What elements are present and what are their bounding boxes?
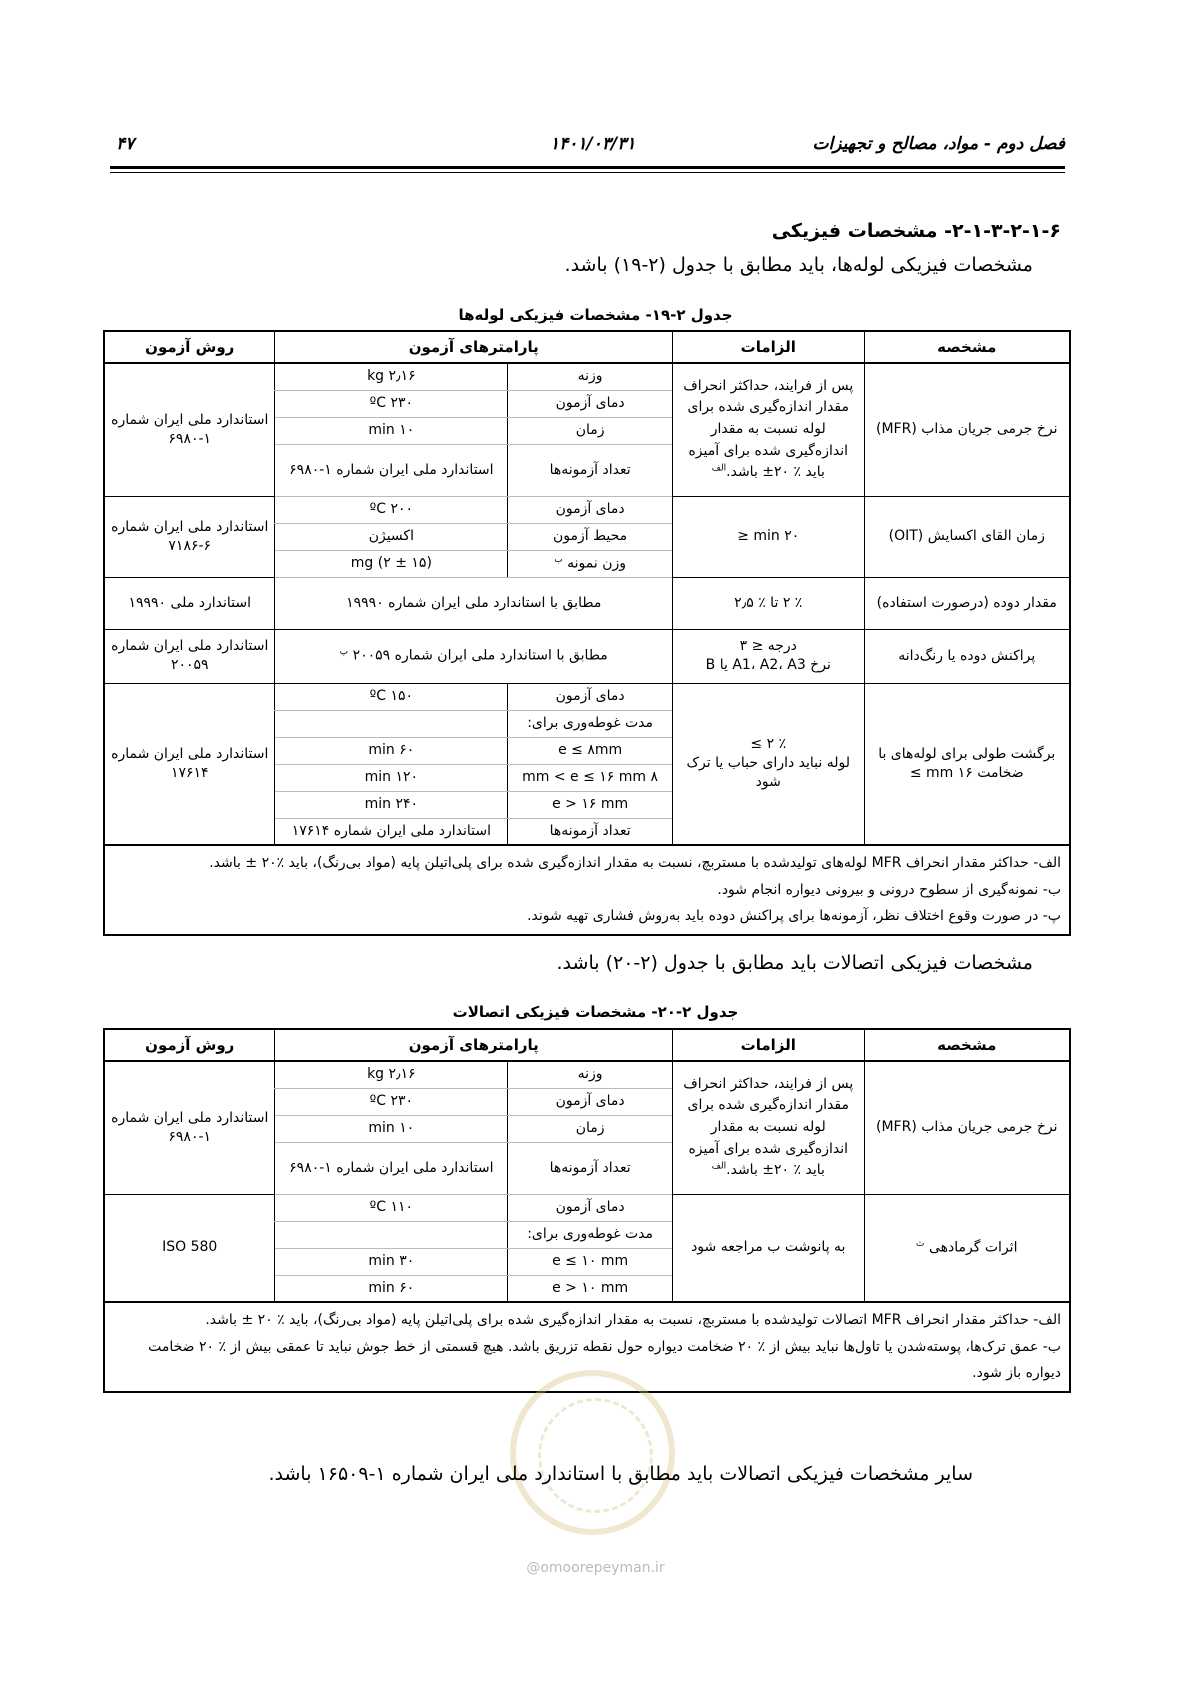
table19 (103, 330, 1071, 936)
carbon-params: مطابق با استاندارد ملی ایران شماره ۱۹۹۹۰ (275, 577, 673, 629)
mfr-requirement: پس از فرایند، حداکثر انحراف مقدار اندازه‌گیری شده برای لوله نسبت به مقدار اندازه‌گیری شده برای آمیزه باید ٪ ۲۰± باشد.$^{الف}$ (672, 363, 864, 496)
table-row (104, 1061, 1070, 1088)
footnote: الف- حداکثر مقدار انحراف MFR اتصالات تولیدشده با مستربچ، نسبت به مقدار اندازه‌گیری شده برای پلی‌اتیلن پایه (مواد بی‌رنگ)، باید ٪ ۲۰ ± باشد. (205, 1312, 1061, 1328)
param-value: استاندارد ملی ایران شماره ۱۷۶۱۴ (275, 818, 508, 845)
footnote: ب- نمونه‌گیری از سطوح درونی و بیرونی دیواره انجام شود. (717, 881, 1061, 898)
col-property: مشخصه (864, 1029, 1070, 1061)
param-value: ۲۴۰ min (275, 791, 508, 818)
param-name: دمای آزمون (508, 1194, 673, 1221)
param-value: ۲۳۰ ºC (275, 390, 508, 417)
carbon-requirement: ٪ ۲ تا ٪ ۲٫۵ (672, 577, 864, 629)
param-value: ۲٫۱۶ kg (275, 363, 508, 390)
table-row (104, 683, 1070, 710)
param-name: تعداد آزمونه‌ها (508, 444, 673, 496)
param-value: ۶۰ min (275, 1275, 508, 1302)
table-row (104, 496, 1070, 523)
param-name: مدت غوطه‌وری برای: (508, 710, 673, 737)
table-row (104, 1194, 1070, 1221)
mfr-requirement: پس از فرایند، حداکثر انحراف مقدار اندازه‌گیری شده برای لوله نسبت به مقدار اندازه‌گیری شده برای آمیزه باید ٪ ۲۰± باشد.$^{الف}$ (672, 1061, 864, 1194)
page-number: ۴۷ (116, 134, 135, 154)
reversion-method: استاندارد ملی ایران شماره ۱۷۶۱۴ (104, 683, 275, 845)
param-value: ۱۰ min (275, 417, 508, 444)
col-property: مشخصه (864, 331, 1070, 363)
param-name: دمای آزمون (508, 496, 673, 523)
heat-property: اثرات گرمادهی $^ث$ (864, 1194, 1070, 1302)
mfr-method: استاندارد ملی ایران شماره ۱-۶۹۸۰ (104, 1061, 275, 1194)
footnote: ب- عمق ترک‌ها، پوسته‌شدن یا تاول‌ها نباید بیش از ٪ ۲۰ ضخامت دیواره حول نقطه تزریق باشد. هیچ قسمتی از خط جوش نباید تا عمقی بیش از ٪ ۲۰ ضخامت دیواره باز شود. (148, 1338, 1061, 1382)
param-value: ۱۰ min (275, 1115, 508, 1142)
table19-notes (104, 845, 1070, 935)
param-name: وزن نمونه $^ب$ (508, 550, 673, 577)
table20 (103, 1028, 1071, 1393)
param-name: ۸ mm < e ≤ ۱۶ mm (508, 764, 673, 791)
header-date: ۱۴۰۱/۰۳/۳۱ (550, 134, 636, 154)
col-method: روش آزمون (104, 331, 275, 363)
fittings-intro: مشخصات فیزیکی اتصالات باید مطابق با جدول (۲-۲۰) باشد. (556, 952, 1033, 974)
param-name: تعداد آزمونه‌ها (508, 818, 673, 845)
reversion-property: برگشت طولی برای لوله‌های با ضخامت ۱۶ mm ≥ (864, 683, 1070, 845)
col-requirements: الزامات (672, 331, 864, 363)
oit-method: استاندارد ملی ایران شماره ۶-۷۱۸۶ (104, 496, 275, 577)
param-value: استاندارد ملی ایران شماره ۱-۶۹۸۰ (275, 444, 508, 496)
footnote: الف- حداکثر مقدار انحراف MFR لوله‌های تولیدشده با مستربچ، نسبت به مقدار اندازه‌گیری شده برای پلی‌اتیلن پایه (مواد بی‌رنگ)، باید ٪۲۰ ± باشد. (209, 855, 1061, 871)
param-name: e ≤ ۱۰ mm (508, 1248, 673, 1275)
table-notes-row (104, 845, 1070, 935)
col-params: پارامترهای آزمون (275, 1029, 673, 1061)
param-value: (۱۵ ± ۲) mg (275, 550, 508, 577)
param-value: ۲۰۰ ºC (275, 496, 508, 523)
footnote: پ- در صورت وقوع اختلاف نظر، آزمونه‌ها برای پراکنش دوده باید به‌روش فشاری تهیه شوند. (527, 908, 1061, 925)
oit-requirement: ۲۰ min ≤ (672, 496, 864, 577)
carbon-property: مقدار دوده (درصورت استفاده) (864, 577, 1070, 629)
table19-caption: جدول ۲-۱۹- مشخصات فیزیکی لوله‌ها (458, 306, 733, 324)
header-rule (110, 166, 1065, 169)
param-name: دمای آزمون (508, 1088, 673, 1115)
website-link[interactable]: @omoorepeyman.ir (526, 1560, 665, 1576)
table20-caption: جدول ۲-۲۰- مشخصات فیزیکی اتصالات (452, 1003, 739, 1021)
carbon-method: استاندارد ملی ۱۹۹۹۰ (104, 577, 275, 629)
param-name: وزنه (508, 1061, 673, 1088)
param-name: زمان (508, 1115, 673, 1142)
table-row (104, 577, 1070, 629)
closing-paragraph: سایر مشخصات فیزیکی اتصالات باید مطابق با استاندارد ملی ایران شماره ۱-۱۶۵۰۹ باشد. (268, 1463, 973, 1485)
param-name: e > ۱۰ mm (508, 1275, 673, 1302)
dispersion-property: پراکنش دوده یا رنگ‌دانه (864, 629, 1070, 683)
param-name: وزنه (508, 363, 673, 390)
param-value: ۳۰ min (275, 1248, 508, 1275)
dispersion-params: مطابق با استاندارد ملی ایران شماره ۲۰۰۵۹ $^پ$ (275, 629, 673, 683)
param-name: مدت غوطه‌وری برای: (508, 1221, 673, 1248)
section-heading: ۲-۱-۳-۲-۱-۶- مشخصات فیزیکی (771, 220, 1061, 242)
param-value: ۱۲۰ min (275, 764, 508, 791)
table-row (104, 363, 1070, 390)
param-name: e > ۱۶ mm (508, 791, 673, 818)
param-value: اکسیژن (275, 523, 508, 550)
param-value (275, 1221, 508, 1248)
section-intro: مشخصات فیزیکی لوله‌ها، باید مطابق با جدول (۲-۱۹) باشد. (564, 254, 1033, 276)
param-value (275, 710, 508, 737)
mfr-property: نرخ جرمی جریان مذاب (MFR) (864, 1061, 1070, 1194)
col-params: پارامترهای آزمون (275, 331, 673, 363)
page-header (110, 130, 1065, 166)
heat-requirement: به پانوشت ب مراجعه شود (672, 1194, 864, 1302)
param-name: دمای آزمون (508, 683, 673, 710)
param-name: تعداد آزمونه‌ها (508, 1142, 673, 1194)
mfr-property: نرخ جرمی جریان مذاب (MFR) (864, 363, 1070, 496)
param-value: ۶۰ min (275, 737, 508, 764)
table-row (104, 629, 1070, 683)
chapter-title: فصل دوم - مواد، مصالح و تجهیزات (812, 134, 1065, 154)
col-requirements: الزامات (672, 1029, 864, 1061)
param-value: ۱۱۰ ºC (275, 1194, 508, 1221)
oit-property: زمان القای اکسایش (OIT) (864, 496, 1070, 577)
param-value: استاندارد ملی ایران شماره ۱-۶۹۸۰ (275, 1142, 508, 1194)
param-name: محیط آزمون (508, 523, 673, 550)
col-method: روش آزمون (104, 1029, 275, 1061)
param-name: دمای آزمون (508, 390, 673, 417)
param-name: زمان (508, 417, 673, 444)
param-value: ۲٫۱۶ kg (275, 1061, 508, 1088)
param-name: e ≤ ۸mm (508, 737, 673, 764)
param-value: ۲۳۰ ºC (275, 1088, 508, 1115)
header-rule-thin (110, 172, 1065, 173)
dispersion-requirement: درجه ≤ ۳ نرخ A1، A2، A3 یا B (672, 629, 864, 683)
param-value: ۱۵۰ ºC (275, 683, 508, 710)
heat-method: ISO 580 (104, 1194, 275, 1302)
mfr-method: استاندارد ملی ایران شماره ۱-۶۹۸۰ (104, 363, 275, 496)
watermark-seal (510, 1370, 675, 1535)
reversion-requirement: ٪ ۲ ≥ لوله نباید دارای حباب یا ترک شود (672, 683, 864, 845)
dispersion-method: استاندارد ملی ایران شماره ۲۰۰۵۹ (104, 629, 275, 683)
